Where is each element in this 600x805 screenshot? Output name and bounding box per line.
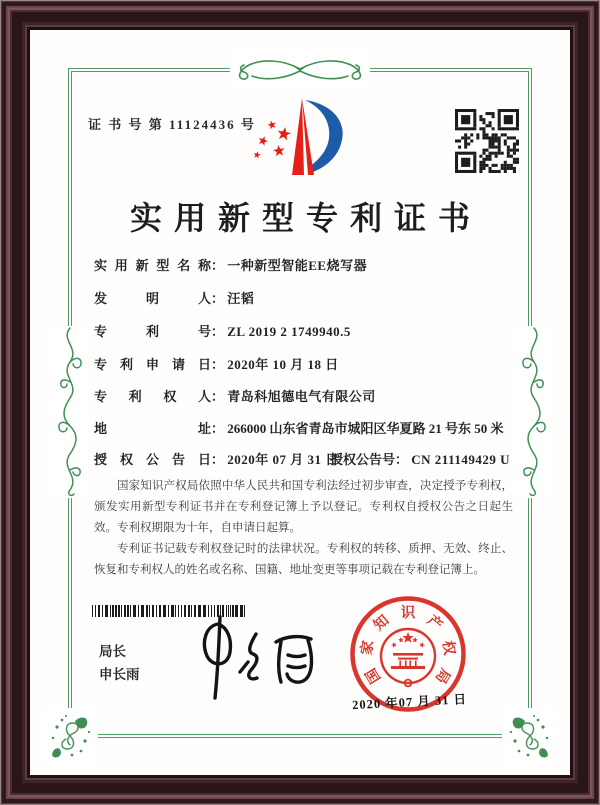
- barcode-bar: [130, 605, 131, 617]
- floral-icon: [505, 711, 555, 761]
- certificate-number: 证 书 号 第 11124436 号: [88, 117, 256, 132]
- barcode-bar: [112, 605, 114, 617]
- barcode-bar: [156, 605, 157, 617]
- field-value: 汪韬: [227, 291, 255, 306]
- handwritten-signature: [188, 612, 323, 704]
- seal-ring-text: [357, 604, 459, 687]
- field-label: 地址: [94, 421, 211, 436]
- field-value: 266000 山东省青岛市城阳区华夏路 21 号东 50 米: [227, 421, 504, 436]
- barcode-bar: [163, 605, 166, 617]
- barcode-bar: [102, 605, 103, 617]
- colon: ：: [211, 421, 225, 436]
- svg-text:权: 权: [439, 639, 458, 657]
- barcode-bar: [124, 605, 126, 617]
- field-row-grant: [94, 449, 511, 468]
- barcode-bar: [95, 605, 96, 617]
- barcode-bar: [110, 605, 111, 617]
- barcode-bar: [105, 605, 108, 617]
- colon: ：: [211, 357, 225, 372]
- colon: ：: [395, 452, 409, 467]
- barcode-bar: [146, 605, 148, 617]
- field-row-patentee: [94, 386, 376, 405]
- cnipa-logo: [248, 94, 352, 182]
- svg-text:识: 识: [400, 605, 416, 622]
- field-label: 实用新型名称: [94, 258, 211, 273]
- grant-number-group: [330, 449, 510, 468]
- legal-text: [94, 476, 513, 581]
- svg-text:局: 局: [431, 665, 453, 686]
- certificate-paper: [30, 30, 570, 775]
- colon: ：: [211, 291, 225, 306]
- top-flourish-ornament: [230, 52, 370, 86]
- field-value: CN 211149429 U: [411, 452, 511, 467]
- barcode-bar: [184, 605, 186, 617]
- barcode-bar: [98, 605, 100, 617]
- field-row-address: [94, 418, 504, 437]
- bottom-left-floral-ornament: [42, 708, 98, 764]
- barcode-bar: [118, 605, 120, 617]
- barcode-bar: [175, 605, 176, 617]
- barcode-bar: [178, 605, 179, 617]
- barcode-bar: [168, 605, 169, 617]
- field-label: 专利权人: [94, 389, 211, 404]
- bottom-right-floral-ornament: [502, 708, 558, 764]
- right-flourish-ornament: [514, 326, 554, 498]
- svg-text:知: 知: [370, 612, 393, 635]
- barcode-bar: [141, 605, 144, 617]
- barcode-bar: [127, 605, 129, 617]
- field-value: 一种新型智能EE烧写器: [227, 258, 368, 273]
- field-value: 青岛科旭德电气有限公司: [227, 389, 376, 404]
- barcode-bar: [133, 605, 136, 617]
- barcode-bar: [181, 605, 182, 617]
- flourish-icon: [516, 326, 552, 498]
- qr-code: [455, 109, 519, 173]
- field-value: ZL 2019 2 1749940.5: [227, 324, 351, 339]
- barcode-bar: [92, 605, 93, 617]
- signer-title: 局长: [99, 644, 126, 659]
- field-label: 专利申请日: [94, 357, 211, 372]
- field-label: 授权公告日: [94, 452, 211, 467]
- svg-text:国: 国: [363, 665, 385, 686]
- field-value: 2020年 10 月 18 日: [227, 357, 339, 372]
- field-row-name: [94, 255, 367, 274]
- barcode-bar: [138, 605, 139, 617]
- barcode-bar: [121, 605, 122, 617]
- field-value: 2020年 07 月 31 日: [227, 452, 339, 467]
- flourish-icon: [52, 326, 88, 498]
- colon: ：: [211, 389, 225, 404]
- colon: ：: [211, 324, 225, 339]
- field-row-filing-date: [94, 354, 339, 373]
- floral-icon: [45, 711, 95, 761]
- field-label: 专利号: [94, 324, 211, 339]
- flourish-icon: [230, 52, 370, 86]
- cnipa-logo-icon: [248, 94, 352, 182]
- seal-date: 2020 年07 月 31 日: [351, 692, 468, 713]
- field-row-inventor: [94, 288, 254, 307]
- colon: ：: [211, 258, 225, 273]
- barcode-bar: [115, 605, 117, 617]
- svg-text:家: 家: [358, 639, 377, 657]
- barcode-bar: [149, 605, 150, 617]
- field-row-patent-no: [94, 321, 351, 340]
- barcode-bar: [171, 605, 174, 617]
- emblem-stars: [391, 632, 425, 648]
- legal-paragraph-2: 专利证书记载专利权登记时的法律状况。专利权的转移、质押、无效、终止、恢复和专利权人的姓名或名称、国籍、地址变更等事项记载在专利登记簿上。: [94, 543, 513, 576]
- legal-paragraph-1: 国家知识产权局依照中华人民共和国专利法经过初步审查，决定授予专利权，颁发实用新型专利证书并在专利登记簿上予以登记。专利权自授权公告之日起生效。专利权期限为十年，自申请日起算。: [94, 480, 513, 534]
- colon: ：: [211, 452, 225, 467]
- field-label: 授权公告号: [330, 452, 396, 467]
- emblem-gate: [391, 653, 425, 669]
- barcode-bar: [152, 605, 154, 617]
- field-label: 发明人: [94, 291, 211, 306]
- certificate-title: 实用新型专利证书: [129, 200, 482, 236]
- signer-block: [99, 640, 140, 686]
- barcode-bar: [159, 605, 161, 617]
- svg-text:产: 产: [423, 612, 446, 635]
- left-flourish-ornament: [50, 326, 90, 498]
- signer-name: 申长雨: [99, 667, 140, 682]
